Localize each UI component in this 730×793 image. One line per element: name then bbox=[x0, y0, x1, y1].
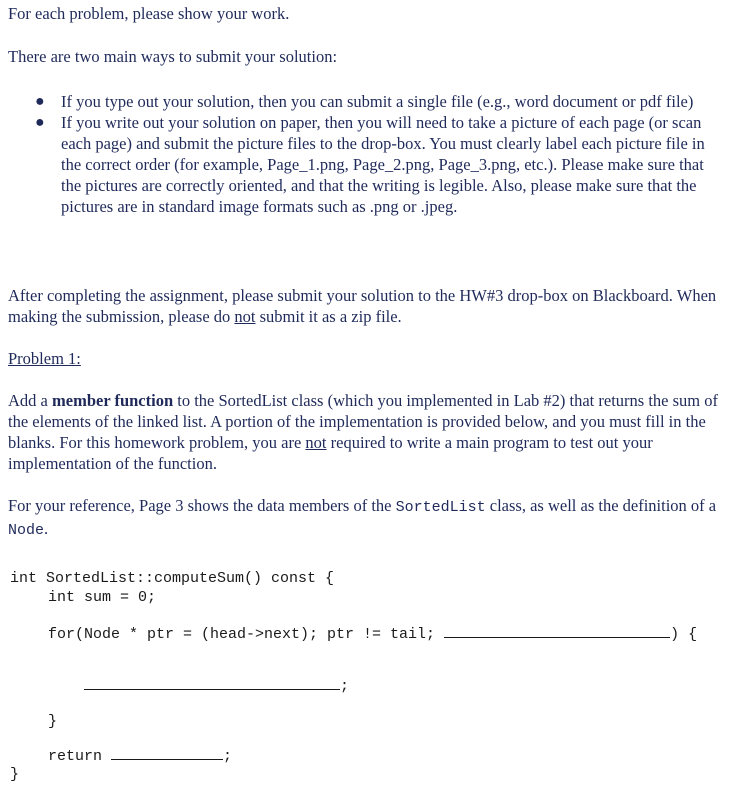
after-underlined-word: not bbox=[234, 307, 256, 326]
bullet-dot-icon: ● bbox=[35, 93, 45, 110]
fill-blank-body[interactable] bbox=[84, 675, 340, 690]
code-semicolon: ; bbox=[223, 748, 233, 765]
problem-heading: Problem 1: bbox=[8, 349, 81, 368]
code-line-for bbox=[48, 623, 697, 645]
submission-bullet-list bbox=[8, 91, 720, 217]
reference-text bbox=[8, 495, 724, 541]
problem-description bbox=[8, 390, 724, 474]
code-return-keyword: return bbox=[48, 748, 103, 765]
code-line-return bbox=[48, 745, 232, 767]
bullet-dot-icon: ● bbox=[35, 114, 45, 131]
intro-text: For each problem, please show your work. bbox=[8, 4, 290, 23]
reference-code-node: Node bbox=[8, 522, 45, 539]
code-line-close-function: } bbox=[10, 766, 20, 783]
bullet-item bbox=[8, 112, 720, 217]
reference-text-part: class, as well as the definition of a bbox=[485, 496, 717, 515]
reference-code-sortedlist: SortedList bbox=[395, 499, 486, 516]
after-text-end: submit it as a zip file. bbox=[255, 307, 402, 326]
code-line-close-for: } bbox=[48, 713, 58, 730]
code-for-text: for(Node * ptr = (head->next); ptr != tail; bbox=[48, 626, 436, 643]
submit-ways-text: There are two main ways to submit your solution: bbox=[8, 47, 338, 66]
problem-text-part: to the SortedList class (which you implemented in Lab #2) that returns the sum of the elements of the linked list. A portion of the implementation is provided below, and you must fill in the blanks. For this homework problem, you are bbox=[8, 391, 718, 452]
problem-underlined-word: not bbox=[305, 433, 327, 452]
code-line-signature: int SortedList::computeSum() const { bbox=[10, 570, 335, 587]
fill-blank-return[interactable] bbox=[111, 745, 223, 760]
after-text-start: After completing the assignment, please submit your solution to the HW#3 drop-box on Blackboard. When making the submission, please do bbox=[8, 286, 717, 326]
code-semicolon: ; bbox=[340, 678, 350, 695]
fill-blank-update[interactable] bbox=[444, 623, 670, 638]
code-line-body bbox=[84, 675, 349, 697]
code-line-sum-init: int sum = 0; bbox=[48, 589, 157, 606]
problem-bold-term: member function bbox=[52, 391, 174, 410]
bullet-text: If you type out your solution, then you can submit a single file (e.g., word document or pdf file) bbox=[61, 92, 694, 111]
after-completion-text bbox=[8, 285, 720, 327]
problem-text-part: required to write a main program to test out your implementation of the function. bbox=[8, 433, 653, 473]
bullet-item bbox=[8, 91, 720, 112]
reference-text-part: . bbox=[44, 519, 49, 538]
code-for-end: ) { bbox=[670, 626, 698, 643]
reference-text-part: For your reference, Page 3 shows the data members of the bbox=[8, 496, 396, 515]
bullet-text: If you write out your solution on paper, then you will need to take a picture of each page (or scan each page) and submit the picture files to the drop-box. You must clearly label each picture file in the correct order (for example, Page_1.png, Page_2.png, Page_3.png, etc.). Please make sure that the pictures are correctly oriented, and that the writing is legible. Also, please make sure that the pictures are in standard image formats such as .png or .jpeg. bbox=[61, 113, 705, 216]
problem-text-part: Add a bbox=[8, 391, 52, 410]
